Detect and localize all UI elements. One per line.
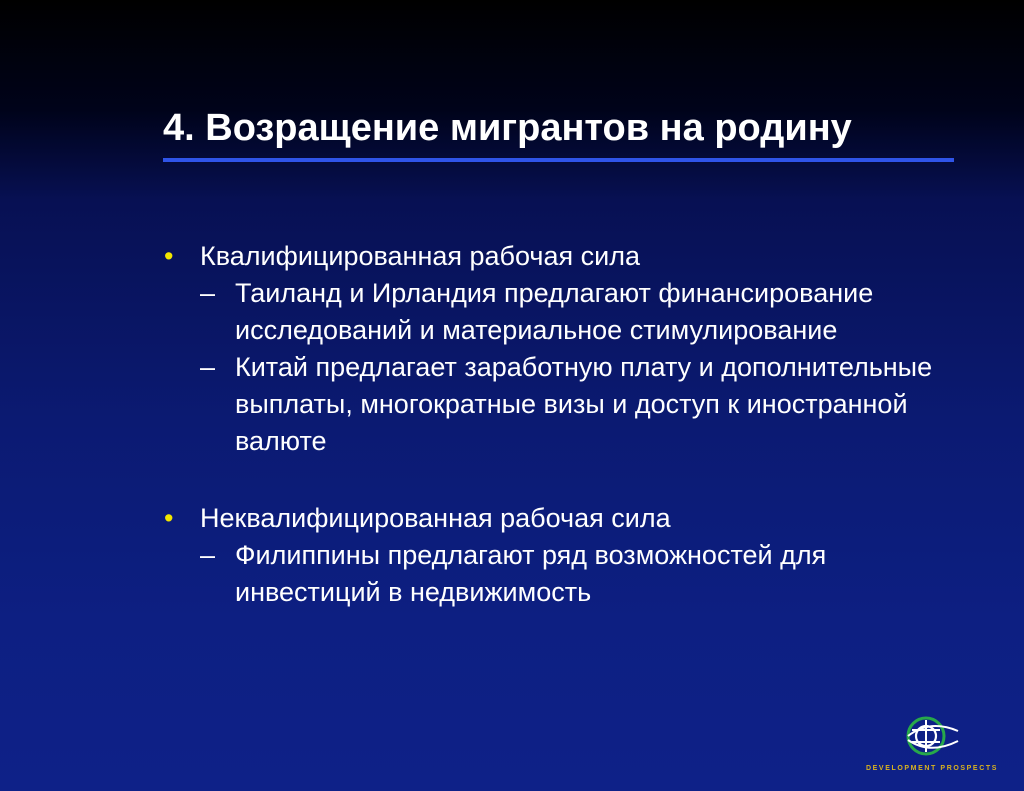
development-prospects-logo (866, 713, 998, 775)
sub-item (200, 537, 963, 611)
sub-item (200, 275, 963, 349)
logo-text: DEVELOPMENT PROSPECTS (866, 765, 999, 772)
bullet-icon: • (164, 503, 174, 533)
bullet-icon: • (164, 241, 174, 271)
sub-item-text: Филиппины предлагают ряд возможностей для инвестиций в недвижимость (235, 540, 827, 607)
sub-item-text: Китай предлагает заработную плату и дополнительные выплаты, многократные визы и доступ к иностранной валюте (235, 352, 933, 456)
sub-item-text: Таиланд и Ирландия предлагают финансирование исследований и материальное стимулирование (235, 278, 874, 345)
slide-title: 4. Возращение мигрантов на родину (163, 107, 852, 149)
bullet-text: Неквалифицированная рабочая сила (200, 503, 671, 533)
bullet-item-unskilled-labor (163, 500, 963, 611)
sub-list (200, 275, 963, 460)
globe-icon (900, 713, 964, 761)
slide-content (163, 238, 963, 611)
dash-icon: – (200, 540, 216, 570)
sub-item (200, 349, 963, 460)
title-underline (163, 158, 954, 162)
dash-icon: – (200, 352, 216, 382)
bullet-item-skilled-labor (163, 238, 963, 460)
dash-icon: – (200, 278, 216, 308)
bullet-text: Квалифицированная рабочая сила (200, 241, 640, 271)
sub-list (200, 537, 963, 611)
